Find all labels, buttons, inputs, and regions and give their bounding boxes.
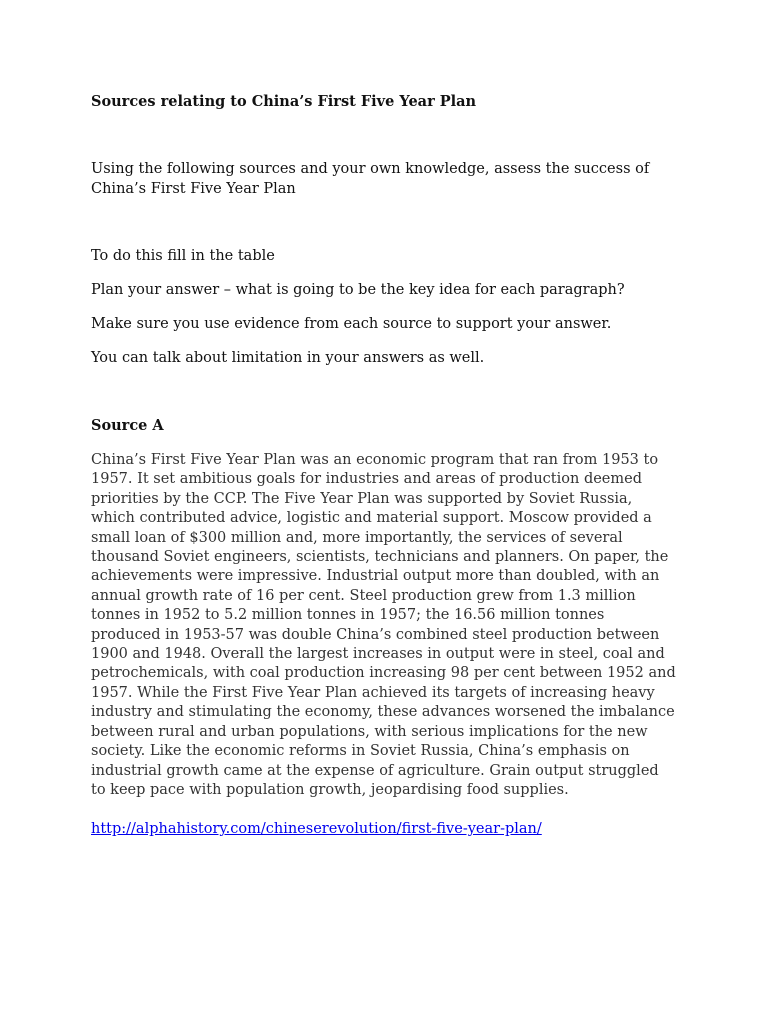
instruction-fill-table: To do this fill in the table xyxy=(91,248,275,264)
instruction-use-evidence: Make sure you use evidence from each source to support your answer. xyxy=(91,316,612,332)
instruction-limitations: You can talk about limitation in your answers as well. xyxy=(91,350,485,366)
source-a-heading: Source A xyxy=(91,417,164,434)
source-a-body: China’s First Five Year Plan was an economic program that ran from 1953 to 1957. It set ambitious goals for industries and areas of production deemed priorities by the CCP. The Five Year Plan was supported by Soviet Russia, which contributed advice, logistic and material support. Moscow provided a small loan of $300 million and, more importantly, the services of several thousand Soviet engineers, scientists, technicians and planners. On paper, the achievements were impressive. Industrial output more than doubled, with an annual growth rate of 16 per cent. Steel production grew from 1.3 million tonnes in 1952 to 5.2 million tonnes in 1957; the 16.56 million tonnes produced in 1953-57 was double China’s combined steel production between 1900 and 1948. Overall the largest increases in output were in steel, coal and petrochemicals, with coal production increasing 98 per cent between 1952 and 1957. While the First Five Year Plan achieved its targets of increasing heavy industry and stimulating the economy, these advances worsened the imbalance between rural and urban populations, with serious implications for the new society. Like the economic reforms in Soviet Russia, China’s emphasis on industrial growth came at the expense of agriculture. Grain output struggled to keep pace with population growth, jeopardising food supplies. xyxy=(91,452,676,798)
intro-paragraph: Using the following sources and your own knowledge, assess the success of China’s First Five Year Plan xyxy=(91,161,650,197)
document-title: Sources relating to China’s First Five Year Plan xyxy=(91,93,477,110)
source-a-link[interactable]: http://alphahistory.com/chineserevolution/first-five-year-plan/ xyxy=(91,821,542,838)
instruction-plan-answer: Plan your answer – what is going to be the key idea for each paragraph? xyxy=(91,282,625,298)
document-content xyxy=(91,92,676,839)
